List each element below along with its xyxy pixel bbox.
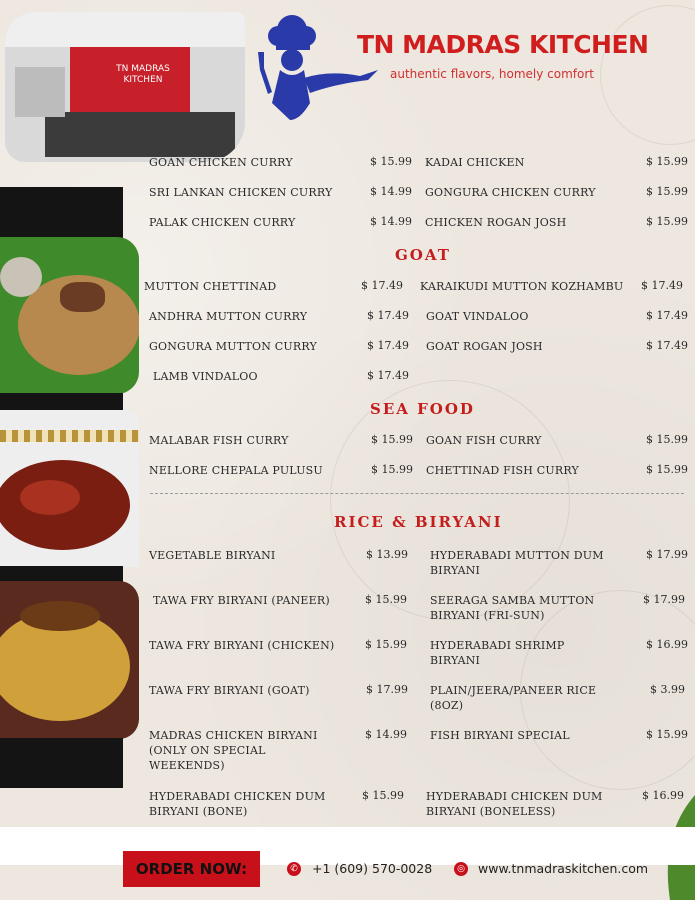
menu-item-price: $ 17.49 [367, 309, 409, 322]
section-title-biryani: RICE & BIRYANI [334, 513, 503, 531]
menu-item-price: $ 16.99 [646, 638, 688, 651]
menu-item-name: FISH BIRYANI SPECIAL [430, 729, 570, 742]
menu-item-name: HYDERABADI MUTTON DUM BIRYANI [430, 549, 604, 577]
menu-item-price: $ 15.99 [371, 463, 413, 476]
menu-item-price: $ 15.99 [370, 155, 412, 168]
chilli-chicken-photo [0, 410, 139, 567]
menu-item-price: $ 14.99 [365, 728, 407, 741]
menu-item-name: CHICKEN ROGAN JOSH [425, 216, 567, 229]
menu-item-price: $ 15.99 [362, 789, 404, 802]
section-title-seafood: SEA FOOD [370, 400, 475, 418]
menu-item-price: $ 17.49 [646, 339, 688, 352]
menu-item-name: LAMB VINDALOO [153, 370, 258, 383]
menu-item-name: GOAN FISH CURRY [426, 434, 542, 447]
biryani-plate-photo [0, 237, 139, 394]
menu-item-price: $ 17.49 [646, 309, 688, 322]
menu-item-price: $ 15.99 [646, 463, 688, 476]
menu-item-name: VEGETABLE BIRYANI [149, 549, 276, 562]
footer-bar [0, 827, 695, 865]
menu-item-name: TAWA FRY BIRYANI (GOAT) [149, 684, 310, 697]
dark-panel [0, 187, 123, 239]
restaurant-interior-photo [5, 12, 245, 162]
menu-item-name: ANDHRA MUTTON CURRY [149, 310, 308, 323]
menu-item-price: $ 15.99 [365, 638, 407, 651]
menu-item-price: $ 17.99 [646, 548, 688, 561]
menu-item-name: TAWA FRY BIRYANI (CHICKEN) [149, 639, 335, 652]
tawa-biryani-photo [0, 581, 139, 739]
menu-item-name: HYDERABADI CHICKEN DUM BIRYANI (BONE) [149, 790, 326, 818]
menu-item-price: $ 3.99 [650, 683, 685, 696]
menu-item-name: PALAK CHICKEN CURRY [149, 216, 296, 229]
section-title-goat: GOAT [395, 246, 451, 264]
menu-item-name: MUTTON CHETTINAD [144, 280, 277, 293]
menu-item-price: $ 17.49 [367, 369, 409, 382]
chef-logo [250, 8, 390, 126]
menu-item-name: HYDERABADI SHRIMP BIRYANI [430, 639, 565, 667]
menu-item-name: HYDERABADI CHICKEN DUM BIRYANI (BONELESS) [426, 790, 603, 818]
menu-item-price: $ 16.99 [642, 789, 684, 802]
order-now-label: ORDER NOW: [123, 851, 260, 887]
menu-item-price: $ 15.99 [646, 433, 688, 446]
menu-item-name: SEERAGA SAMBA MUTTON BIRYANI (FRI-SUN) [430, 594, 595, 622]
menu-item-price: $ 13.99 [366, 548, 408, 561]
menu-item-price: $ 15.99 [365, 593, 407, 606]
menu-item-name: MALABAR FISH CURRY [149, 434, 289, 447]
menu-item-price: $ 15.99 [371, 433, 413, 446]
menu-item-name: KARAIKUDI MUTTON KOZHAMBU [420, 280, 624, 293]
menu-item-name: GOAN CHICKEN CURRY [149, 156, 293, 169]
menu-item-name: NELLORE CHEPALA PULUSU [149, 464, 323, 477]
menu-item-price: $ 17.99 [366, 683, 408, 696]
menu-item-name: TAWA FRY BIRYANI (PANEER) [153, 594, 330, 607]
dark-panel [0, 566, 123, 582]
menu-item-name: KADAI CHICKEN [425, 156, 525, 169]
menu-item-name: MADRAS CHICKEN BIRYANI (ONLY ON SPECIAL WEEKENDS) [149, 729, 318, 772]
website-link[interactable]: www.tnmadraskitchen.com [478, 861, 649, 876]
menu-item-name: SRI LANKAN CHICKEN CURRY [149, 186, 333, 199]
menu-item-name: GOAT ROGAN JOSH [426, 340, 543, 353]
menu-item-price: $ 17.49 [367, 339, 409, 352]
menu-item-name: GOAT VINDALOO [426, 310, 529, 323]
dark-panel [0, 738, 123, 788]
menu-item-name: CHETTINAD FISH CURRY [426, 464, 579, 477]
menu-item-price: $ 14.99 [370, 215, 412, 228]
phone-number[interactable]: +1 (609) 570-0028 [312, 861, 433, 876]
section-divider [150, 493, 684, 494]
menu-item-price: $ 17.49 [641, 279, 683, 292]
globe-icon: ◎ [454, 862, 468, 876]
menu-item-price: $ 15.99 [646, 215, 688, 228]
menu-item-price: $ 14.99 [370, 185, 412, 198]
menu-item-price: $ 15.99 [646, 155, 688, 168]
menu-item-price: $ 17.99 [643, 593, 685, 606]
dark-panel [0, 393, 123, 411]
store-sign: TN MADRAS KITCHEN [116, 64, 170, 85]
menu-item-name: GONGURA CHICKEN CURRY [425, 186, 596, 199]
menu-item-price: $ 15.99 [646, 185, 688, 198]
menu-item-price: $ 17.49 [361, 279, 403, 292]
brand-tagline: authentic flavors, homely comfort [390, 67, 594, 81]
menu-item-name: PLAIN/JEERA/PANEER RICE (8OZ) [430, 684, 597, 712]
menu-item-price: $ 15.99 [646, 728, 688, 741]
menu-item-name: GONGURA MUTTON CURRY [149, 340, 317, 353]
phone-icon: ✆ [287, 862, 301, 876]
brand-title: TN MADRAS KITCHEN [357, 30, 649, 59]
